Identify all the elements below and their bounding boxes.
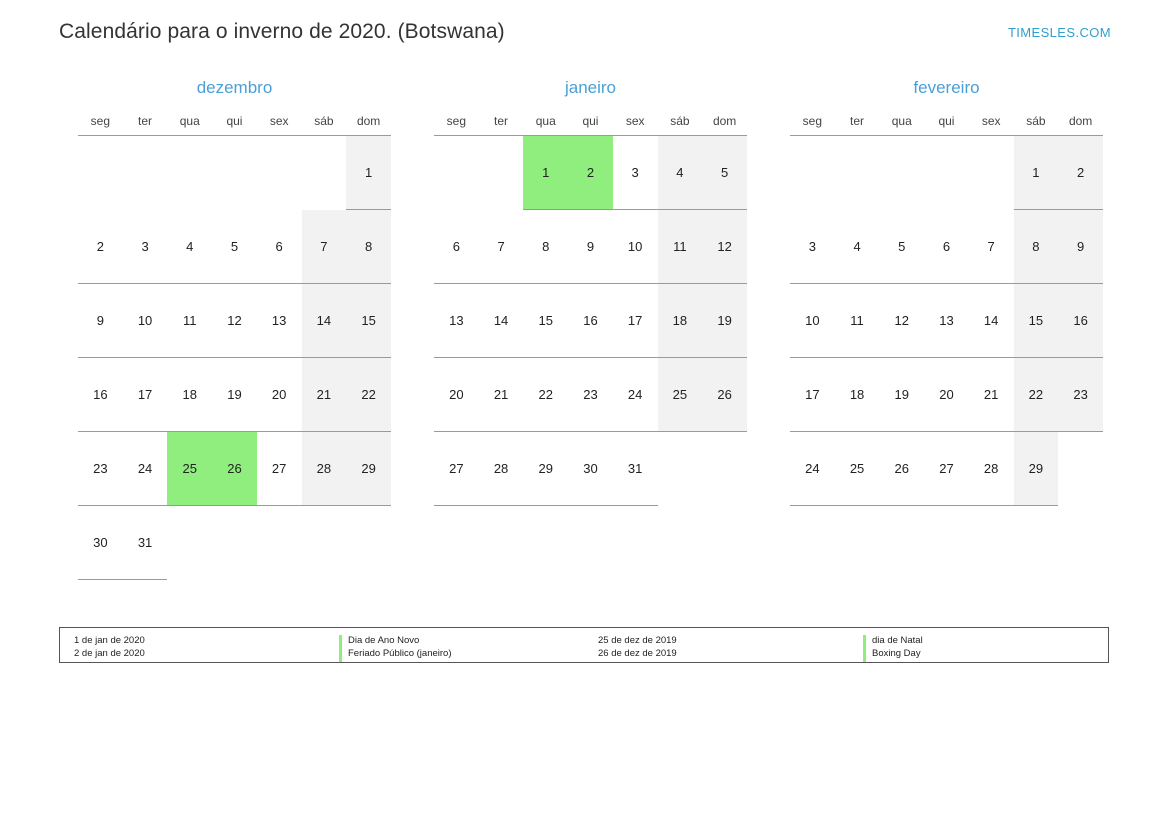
day-cell[interactable]: 8 [346, 210, 391, 284]
day-cell[interactable]: 12 [702, 210, 747, 284]
week-row [434, 432, 747, 506]
day-cell[interactable]: 19 [702, 284, 747, 358]
day-cell[interactable]: 7 [969, 210, 1014, 284]
day-cell[interactable]: 11 [658, 210, 703, 284]
week-row [78, 284, 391, 358]
legend-date: 1 de jan de 2020 [74, 635, 145, 646]
legend [59, 627, 1109, 663]
week-row [790, 284, 1103, 358]
day-cell[interactable]: 13 [257, 284, 302, 358]
weekday-header: qua [879, 110, 924, 136]
day-cell-empty [790, 136, 835, 210]
day-cell[interactable]: 13 [924, 284, 969, 358]
day-cell-holiday[interactable]: 2 [568, 136, 613, 210]
day-cell[interactable]: 8 [523, 210, 568, 284]
day-cell-empty [212, 506, 257, 580]
week-row [78, 136, 391, 210]
legend-name: dia de Natal [872, 635, 923, 646]
week-row [790, 358, 1103, 432]
day-cell[interactable]: 10 [613, 210, 658, 284]
day-cell[interactable]: 22 [346, 358, 391, 432]
day-cell-empty [302, 506, 347, 580]
day-cell[interactable]: 14 [969, 284, 1014, 358]
weekday-header: dom [702, 110, 747, 136]
day-cell-empty [123, 136, 168, 210]
day-cell[interactable]: 12 [212, 284, 257, 358]
day-cell[interactable]: 24 [613, 358, 658, 432]
weekday-header: qui [568, 110, 613, 136]
week-row [434, 284, 747, 358]
day-cell[interactable]: 20 [257, 358, 302, 432]
day-cell[interactable]: 24 [790, 432, 835, 506]
day-cell[interactable]: 11 [167, 284, 212, 358]
day-cell-empty [346, 506, 391, 580]
day-cell-empty [78, 136, 123, 210]
day-cell[interactable]: 15 [346, 284, 391, 358]
day-cell[interactable]: 19 [212, 358, 257, 432]
day-cell-empty [835, 136, 880, 210]
day-cell[interactable]: 29 [346, 432, 391, 506]
day-cell[interactable]: 21 [969, 358, 1014, 432]
day-cell[interactable]: 28 [969, 432, 1014, 506]
day-cell[interactable]: 22 [523, 358, 568, 432]
weekday-header: dom [346, 110, 391, 136]
week-row [434, 210, 747, 284]
day-cell[interactable]: 21 [302, 358, 347, 432]
month-block [59, 78, 399, 580]
day-cell[interactable]: 14 [302, 284, 347, 358]
weekday-header: qui [212, 110, 257, 136]
day-cell[interactable]: 4 [658, 136, 703, 210]
day-cell[interactable]: 6 [257, 210, 302, 284]
legend-column-left [60, 628, 584, 662]
day-cell[interactable]: 4 [835, 210, 880, 284]
day-cell[interactable]: 9 [1058, 210, 1103, 284]
day-cell-empty [167, 506, 212, 580]
day-cell[interactable]: 27 [434, 432, 479, 506]
weekday-header: sex [257, 110, 302, 136]
day-cell-empty [879, 136, 924, 210]
day-cell-empty [167, 136, 212, 210]
day-cell[interactable]: 27 [924, 432, 969, 506]
month-table [78, 110, 391, 580]
day-cell[interactable]: 2 [1058, 136, 1103, 210]
day-cell[interactable]: 23 [78, 432, 123, 506]
day-cell[interactable]: 15 [1014, 284, 1059, 358]
weekday-header: qui [924, 110, 969, 136]
calendar-months [59, 78, 1111, 580]
day-cell[interactable]: 3 [790, 210, 835, 284]
day-cell[interactable]: 15 [523, 284, 568, 358]
week-row [78, 210, 391, 284]
day-cell-holiday[interactable]: 1 [523, 136, 568, 210]
day-cell[interactable]: 8 [1014, 210, 1059, 284]
day-cell[interactable]: 18 [835, 358, 880, 432]
month-name: janeiro [564, 78, 617, 97]
day-cell[interactable]: 17 [123, 358, 168, 432]
day-cell[interactable]: 16 [78, 358, 123, 432]
week-row [790, 432, 1103, 506]
day-cell[interactable]: 30 [568, 432, 613, 506]
weekday-header: sex [969, 110, 1014, 136]
page-title: Calendário para o inverno de 2020. (Botswana) [59, 20, 505, 43]
day-cell[interactable]: 26 [879, 432, 924, 506]
day-cell[interactable]: 5 [212, 210, 257, 284]
month-name: fevereiro [913, 78, 980, 97]
day-cell[interactable]: 23 [1058, 358, 1103, 432]
day-cell[interactable]: 20 [434, 358, 479, 432]
day-cell[interactable]: 14 [479, 284, 524, 358]
day-cell-empty [257, 136, 302, 210]
legend-date: 25 de dez de 2019 [598, 635, 677, 646]
day-cell[interactable]: 19 [879, 358, 924, 432]
legend-name: Boxing Day [872, 647, 921, 659]
month-block [771, 78, 1111, 580]
month-name: dezembro [196, 78, 273, 97]
day-cell[interactable]: 18 [167, 358, 212, 432]
day-cell[interactable]: 13 [434, 284, 479, 358]
day-cell-empty [1058, 432, 1103, 506]
day-cell[interactable]: 5 [702, 136, 747, 210]
day-cell[interactable]: 25 [835, 432, 880, 506]
weekday-header: sáb [302, 110, 347, 136]
day-cell[interactable]: 9 [568, 210, 613, 284]
month-table [434, 110, 747, 506]
week-row [434, 136, 747, 210]
day-cell[interactable]: 31 [123, 506, 168, 580]
day-cell[interactable]: 29 [1014, 432, 1059, 506]
brand-link[interactable]: TIMESLES.COM [1007, 25, 1111, 40]
weekday-header: sex [613, 110, 658, 136]
day-cell[interactable]: 26 [702, 358, 747, 432]
day-cell[interactable]: 16 [1058, 284, 1103, 358]
day-cell[interactable]: 17 [613, 284, 658, 358]
day-cell[interactable]: 3 [123, 210, 168, 284]
week-row [434, 358, 747, 432]
day-cell-empty [302, 136, 347, 210]
day-cell-empty [658, 432, 703, 506]
week-row [78, 358, 391, 432]
weekday-header: ter [835, 110, 880, 136]
day-cell[interactable]: 25 [658, 358, 703, 432]
weekday-header: qua [523, 110, 568, 136]
day-cell-empty [924, 136, 969, 210]
day-cell[interactable]: 29 [523, 432, 568, 506]
day-cell-empty [212, 136, 257, 210]
week-row [78, 432, 391, 506]
weekday-header: ter [479, 110, 524, 136]
day-cell-empty [434, 136, 479, 210]
weekday-header: sáb [658, 110, 703, 136]
day-cell[interactable]: 9 [78, 284, 123, 358]
day-cell[interactable]: 1 [346, 136, 391, 210]
day-cell[interactable]: 27 [257, 432, 302, 506]
day-cell[interactable]: 4 [167, 210, 212, 284]
legend-dates-left [74, 635, 339, 662]
day-cell[interactable]: 28 [302, 432, 347, 506]
day-cell[interactable]: 17 [790, 358, 835, 432]
day-cell[interactable]: 31 [613, 432, 658, 506]
day-cell[interactable]: 10 [123, 284, 168, 358]
weekday-header: sáb [1014, 110, 1059, 136]
day-cell[interactable]: 30 [78, 506, 123, 580]
day-cell[interactable]: 18 [658, 284, 703, 358]
legend-date: 2 de jan de 2020 [74, 647, 145, 659]
day-cell[interactable]: 24 [123, 432, 168, 506]
day-cell[interactable]: 22 [1014, 358, 1059, 432]
weekday-header: seg [78, 110, 123, 136]
day-cell[interactable]: 6 [924, 210, 969, 284]
legend-name: Feriado Público (janeiro) [348, 647, 452, 659]
day-cell-empty [702, 432, 747, 506]
day-cell-empty [257, 506, 302, 580]
weekday-header: ter [123, 110, 168, 136]
day-cell[interactable]: 6 [434, 210, 479, 284]
day-cell-empty [479, 136, 524, 210]
day-cell[interactable]: 10 [790, 284, 835, 358]
day-cell[interactable]: 1 [1014, 136, 1059, 210]
legend-column-right [584, 628, 1108, 662]
day-cell[interactable]: 23 [568, 358, 613, 432]
day-cell[interactable]: 21 [479, 358, 524, 432]
weekday-header-row [434, 110, 747, 136]
day-cell-holiday[interactable]: 25 [167, 432, 212, 506]
legend-names-right [863, 635, 923, 662]
week-row [790, 136, 1103, 210]
weekday-header-row [78, 110, 391, 136]
day-cell-holiday[interactable]: 26 [212, 432, 257, 506]
month-table [790, 110, 1103, 506]
weekday-header: qua [167, 110, 212, 136]
month-block [415, 78, 755, 580]
day-cell[interactable]: 11 [835, 284, 880, 358]
legend-dates-right [598, 635, 863, 662]
legend-date: 26 de dez de 2019 [598, 647, 677, 659]
day-cell[interactable]: 7 [302, 210, 347, 284]
day-cell[interactable]: 7 [479, 210, 524, 284]
weekday-header: seg [434, 110, 479, 136]
day-cell[interactable]: 5 [879, 210, 924, 284]
day-cell-empty [969, 136, 1014, 210]
weekday-header: dom [1058, 110, 1103, 136]
day-cell[interactable]: 3 [613, 136, 658, 210]
day-cell[interactable]: 12 [879, 284, 924, 358]
week-row [790, 210, 1103, 284]
legend-names-left [339, 635, 452, 662]
day-cell[interactable]: 2 [78, 210, 123, 284]
week-row [78, 506, 391, 580]
legend-name: Dia de Ano Novo [348, 635, 420, 646]
day-cell[interactable]: 28 [479, 432, 524, 506]
weekday-header: seg [790, 110, 835, 136]
weekday-header-row [790, 110, 1103, 136]
day-cell[interactable]: 20 [924, 358, 969, 432]
day-cell[interactable]: 16 [568, 284, 613, 358]
